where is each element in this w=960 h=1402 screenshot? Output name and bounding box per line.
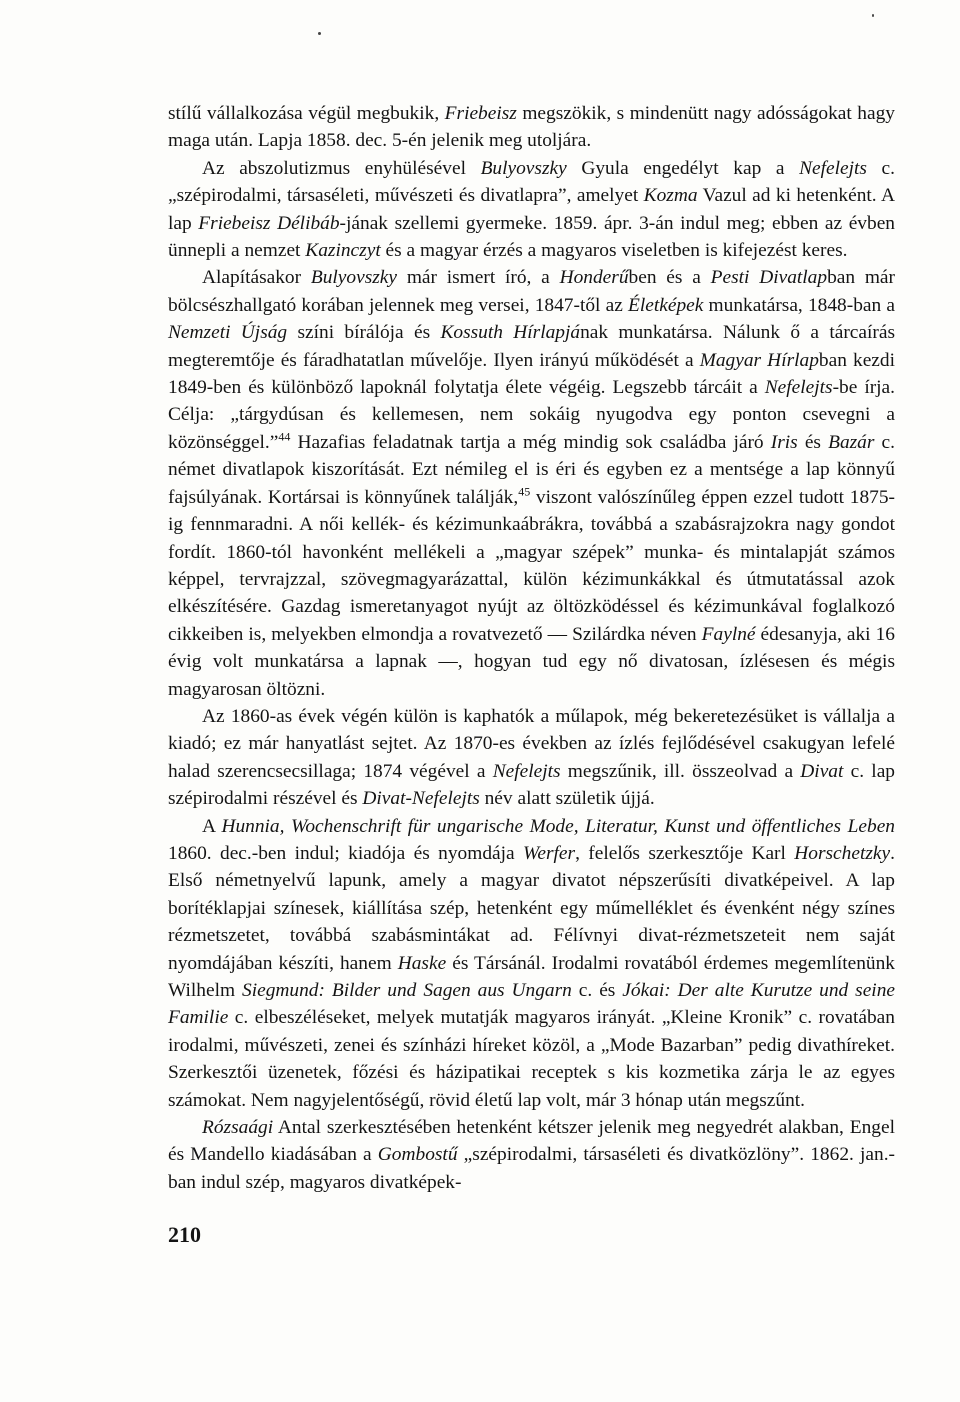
italic-text: Nefelejts (764, 377, 833, 399)
text-run: c. és (571, 980, 623, 1001)
italic-text: Életképek (628, 294, 704, 316)
text-run: -jának szellemi gyermeke. 1859. ápr. 3-án indul meg; ebben az évben ünnepli a nemzet (168, 212, 895, 262)
italic-text: Kazinczyt (305, 240, 381, 262)
text-run: Hazafias feladatnak tartja a még mindig sok családba járó (290, 431, 771, 453)
italic-text: Divat-Nefelejts (362, 788, 480, 810)
text-run: megszökik, s mindenütt nagy adósságokat hagy maga után. Lapja 1858. dec. 5-én jelenik meg utoljára. (168, 103, 895, 152)
italic-text: Divat (800, 760, 844, 782)
text-run: név alatt születik újjá. (479, 788, 655, 810)
text-run: Az 1860-as évek végén külön is kaphatók a műlapok, még bekeretezésüket is vállalja a kiadó; ez már hanyatlást sejtet. Az 1870-es években az ízlés fejlődésével csakugyan lefelé halad szerencsecsillaga; 1874 végével a (168, 705, 895, 782)
text-run: viszont valószínűleg éppen ezzel tudott 1875-ig fennmaradni. A női kellék- és kézimunkaábrákra, továbbá a szabásrajzokra nagy gondot fordít. 1860-tól havonként mellékeli a „magyar szépek” munka- és mintalapját számos képpel, tervrajzzal, szövegmagyarázattal, külön kézimunkákkal és útmutatással azok elkészítésére. Gazdag ismeretanyagot nyújt az öltözködéssel és kézimunkával foglalkozó cikkeiben is, melyekben elmondja a rovatvezető — Szilárdka néven (168, 486, 896, 645)
italic-text: Faylné (701, 623, 756, 645)
italic-text: Nefelejts (799, 157, 867, 179)
italic-text: Kozma (643, 185, 698, 207)
footnote-ref: 45 (518, 484, 531, 499)
italic-text: Werfer (522, 842, 576, 864)
text-run: ban kezdi 1849-ben és különböző lapoknál folytatja élete végéig. Legszebb tárcáit a (168, 349, 895, 399)
paragraph (168, 264, 895, 703)
text-run: és Társánál. Irodalmi rovatából érdemes megemlítenünk Wilhelm (168, 952, 895, 1001)
ink-speck (318, 32, 321, 35)
text-run: már ismert író, a (397, 267, 560, 289)
italic-text: Bulyovszky (480, 157, 567, 179)
italic-text: Nemzeti Újság (168, 322, 288, 344)
footnote-ref: 44 (278, 429, 291, 444)
italic-text: Rózsaági (202, 1117, 274, 1139)
text-run: . Első németnyelvű lapunk, amely a magyar divatot népszerűsíti divatképeivel. A lap borítéklapjai színesek, kiállítása szép, hetenként egy műmelléklet és évenként négy színes rézmetszetet, továbbá szabásmintákat ad. Félívnyi divat-rézmetszeteit nem saját nyomdájában készíti, hanem (168, 842, 895, 974)
italic-text: Siegmund: Bilder und Sagen aus Ungarn (242, 980, 572, 1001)
italic-text: Bulyovszky (310, 267, 398, 289)
italic-text: Hunnia, Wochenschrift für ungarische Mode, Literatur, Kunst und öffentliches Leben (221, 815, 895, 837)
italic-text: Friebeisz (444, 103, 517, 124)
text-run: és (797, 431, 829, 453)
text-run: munkatársa, 1848-ban a (703, 294, 895, 316)
italic-text: Nefelejts (492, 760, 561, 782)
paragraph (168, 813, 895, 1114)
text-run: -be írja. Célja: „tárgydúsan és kellemesen, nem sokáig nyugodva egy ponton csevegni a közönséggel.” (168, 377, 896, 453)
text-run: ban már bölcsészhallgató korában jelennek meg versei, 1847-től az (168, 267, 895, 316)
text-run: Vazul ad ki hetenként. A lap (168, 185, 895, 234)
italic-text: Magyar Hírlap (699, 349, 819, 371)
text-run: színi bírálója és (287, 322, 441, 344)
text-run: Az abszolutizmus enyhülésével (202, 157, 481, 179)
text-run: Alapításakor (202, 267, 311, 289)
ink-speck (872, 14, 874, 17)
italic-text: Iris (770, 431, 798, 453)
text-run: A (202, 815, 222, 837)
text-run: c. elbeszéléseket, melyek mutatják magyaros irányát. „Kleine Kronik” c. rovatában irodalmi, művészeti, zenei és színházi híreket közöl, a „Mode Bazarban” pedig divathíreket. Szerkesztői üzenetek, főzési és házipatikai receptek s kis kozmetika zárja le az egyes számokat. Nem nagyjelentőségű, rövid életű lap volt, már 3 hónap után megszűnt. (168, 1007, 895, 1111)
text-run: c. lap szépirodalmi részével és (168, 760, 895, 810)
italic-text: Kossuth Hírlapjá (440, 322, 581, 344)
italic-text: Honderű (559, 267, 629, 289)
text-run: megszűnik, ill. összeolvad a (560, 760, 801, 782)
italic-text: Jókai: Der alte Kurutze und seine Familie (168, 980, 895, 1029)
page-number: 210 (168, 1222, 201, 1247)
text-run: Gyula engedélyt kap a (566, 157, 800, 179)
text-run: „szépirodalmi, társaséleti és divatközlöny”. 1862. jan.-ban indul szép, magyaros divatképek- (168, 1144, 895, 1193)
body-text (168, 100, 895, 1196)
paragraph (168, 1114, 895, 1196)
text-run: Antal szerkesztésében hetenként kétszer jelenik meg negyedrét alakban, Engel és Mandello kiadásában a (168, 1117, 895, 1166)
paragraph (168, 100, 895, 155)
text-run: c. „szépirodalmi, társaséleti, művészeti és divatlapra”, amelyet (168, 157, 895, 207)
italic-text: Horschetzky (794, 842, 891, 864)
text-run: , felelős szerkesztője Karl (575, 842, 795, 864)
paragraph (168, 155, 895, 265)
text-run: c. német divatlapok kiszorítását. Ezt némileg el is éri és egyben ez a mentsége a lap könnyű fajsúlyának. Kortársai is könnyűnek találják, (168, 431, 895, 508)
text-run: és a magyar érzés a magyaros viseletben is kifejezést keres. (380, 240, 848, 262)
text-run: nak munkatársa. Nálunk ő a tárcaírás megteremtője és fáradhatatlan művelője. Ilyen irányú működését a (168, 322, 895, 371)
italic-text: Friebeisz Délibáb (198, 212, 340, 234)
italic-text: Bazár (828, 431, 875, 453)
paragraph (168, 703, 895, 813)
text-run: ben és a (628, 267, 711, 289)
italic-text: Pesti Divatlap (710, 267, 828, 289)
text-run: stílű vállalkozása végül megbukik, (168, 103, 445, 124)
text-run: édesanyja, aki 16 évig volt munkatársa a lapnak —, hogyan tud egy nő divatosan, ízlésesen és mégis magyarosan öltözni. (168, 623, 895, 700)
text-run: 1860. dec.-ben indul; kiadója és nyomdája (168, 842, 523, 864)
italic-text: Gombostű (377, 1144, 458, 1166)
italic-text: Haske (397, 952, 447, 974)
